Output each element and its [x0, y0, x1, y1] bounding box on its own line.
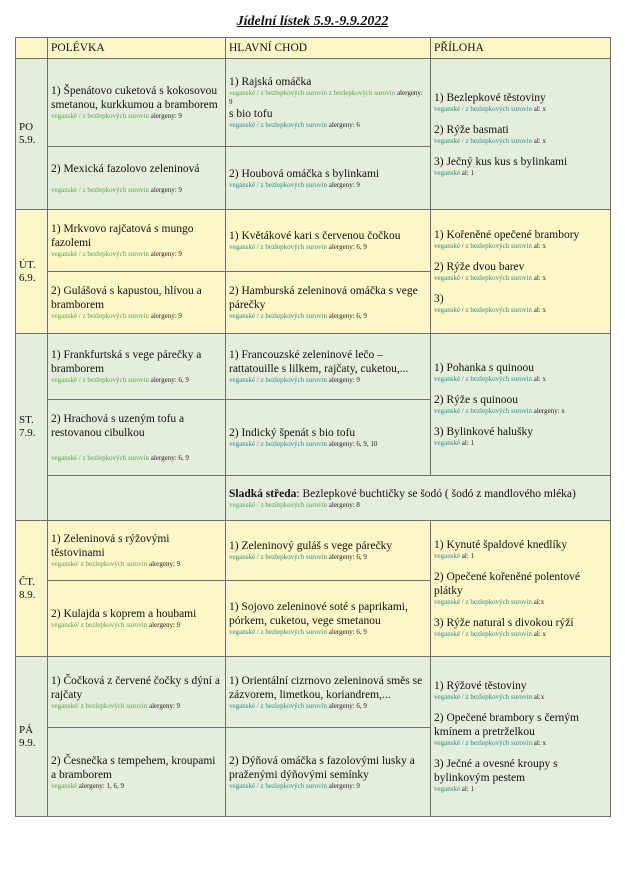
page-title: Jídelní lístek 5.9.-9.9.2022: [236, 14, 389, 29]
soup-cell: [48, 272, 226, 334]
allergens: al: x: [533, 630, 546, 638]
side-name: 1) Bezlepkové těstoviny: [434, 91, 546, 104]
soup-cell: [48, 521, 226, 581]
vegan-note: veganské / z bezlepkových surovin: [229, 376, 327, 384]
side-name: 2) Rýže dvou barev: [434, 261, 525, 273]
vegan-note: veganské / z bezlepkových surovin: [229, 121, 327, 129]
header-day: [16, 38, 48, 59]
side-name: 3) Ječné a ovesné kroupy s bylinkovým pestem: [434, 758, 558, 784]
allergens: alergeny: 9: [328, 376, 360, 384]
day-row: [16, 334, 611, 400]
soup-name: 2) Hrachová s uzeným tofu a restovanou cibulkou: [51, 413, 185, 439]
vegan-note: veganské / z bezlepkových surovin: [51, 112, 149, 120]
main-name: 1) Francouzské zeleninové lečo – rattatouille s lilkem, rajčaty, cuketou,...: [229, 349, 409, 375]
vegan-note: veganské / z bezlepkových surovin: [51, 312, 149, 320]
allergens: alergeny: 9: [150, 185, 182, 194]
vegan-note: veganské: [434, 439, 461, 447]
allergens: alergeny: 6, 9: [328, 628, 367, 636]
main-cell: [226, 334, 431, 400]
day-label: PÁ 9.9.: [16, 657, 48, 817]
header-row: [16, 38, 611, 59]
soup-cell: [48, 334, 226, 400]
soup-cell: [48, 728, 226, 817]
vegan-note: veganské / z bezlepkových surovin: [229, 553, 327, 561]
main-cell: [226, 210, 431, 272]
vegan-note: veganské / z bezlepkových surovin: [229, 781, 327, 790]
allergens: alergeny: 9: [148, 701, 181, 710]
side-name: 3): [434, 293, 444, 305]
side-name: 1) Pohanka s quinoou: [434, 362, 534, 374]
allergens: al: x: [533, 242, 546, 250]
day-row: [16, 59, 611, 147]
allergens: al: x: [533, 739, 546, 747]
day-label: ST. 7.9.: [16, 334, 48, 521]
side-name: 1) Kořeněné opečené brambory: [434, 229, 580, 241]
allergens: alergeny: 9: [150, 250, 182, 258]
vegan-note: veganské / z bezlepkových surovin: [51, 250, 149, 258]
vegan-note: veganské / z bezlepkových surovin: [434, 630, 532, 638]
main-name: 2) Dýňová omáčka s fazolovými lusky a praženými dýňovými semínky: [229, 754, 415, 781]
header-sides: PŘÍLOHA: [431, 38, 611, 59]
vegan-note: veganské / z bezlepkových surovin: [434, 306, 532, 314]
allergens: alergeny: 6, 9: [328, 312, 367, 320]
allergens: alergeny: 8: [328, 500, 360, 509]
side-name: 2) Rýže basmati: [434, 123, 509, 136]
vegan-note: veganské/ z bezlepkových surovin: [51, 560, 148, 568]
vegan-note: veganské / z bezlepkových surovin: [51, 454, 149, 462]
day-label: PO 5.9.: [16, 59, 48, 210]
allergens: al:x: [533, 693, 545, 701]
allergens: alergeny: 9: [148, 560, 181, 568]
allergens: alergeny: 6, 9: [328, 701, 367, 710]
main-name: 1) Zeleninový guláš s vege párečky: [229, 540, 393, 552]
side-name: 2) Opečené brambory s černým kmínem a pretrželkou: [434, 712, 579, 738]
vegan-note: veganské / z bezlepkových surovin: [434, 242, 532, 250]
allergens: al: x: [533, 274, 546, 282]
main-name-continued: s bio tofu: [229, 108, 273, 120]
soup-name: 2) Kulajda s koprem a houbami: [51, 608, 197, 620]
allergens: alergeny: 9: [150, 112, 182, 120]
sides-cell: [431, 657, 611, 817]
main-cell: [226, 657, 431, 728]
vegan-note: veganské / z bezlepkových surovin: [434, 739, 532, 747]
main-name: 1) Květákové kari s červenou čočkou: [229, 230, 401, 242]
soup-cell: [48, 581, 226, 657]
allergens: alergeny: 6, 9: [150, 376, 189, 384]
allergens: alergeny: 6, 9: [328, 243, 367, 251]
sides-cell: [431, 210, 611, 334]
sweet-cell: [226, 476, 611, 521]
side-name: 3) Bylinkové halušky: [434, 426, 534, 438]
allergens: al: 1: [461, 168, 475, 177]
vegan-note: veganské / z bezlepkových surovin: [229, 500, 327, 509]
allergens: alergeny: 9: [229, 89, 423, 106]
soup-name: 2) Česnečka s tempehem, kroupami a bramborem: [51, 754, 216, 781]
vegan-note: veganské: [434, 552, 461, 560]
soup-name: 2) Mexická fazolovo zeleninová: [51, 162, 200, 175]
main-cell: [226, 581, 431, 657]
vegan-note: veganské / z bezlepkových surovin: [434, 136, 532, 145]
side-name: 2) Rýže s quinoou: [434, 394, 519, 406]
soup-name: 2) Gulášová s kapustou, hlívou a bramborem: [51, 285, 202, 311]
vegan-note: veganské / z bezlepkových surovin: [434, 104, 532, 113]
allergens: alergeny: 1, 6, 9: [78, 781, 124, 790]
vegan-note: veganské / z bezlepkových surovin: [434, 274, 532, 282]
sweet-text: : Bezlepkové buchtičky se šodó ( šodó z mandlového mléka): [296, 487, 576, 500]
main-cell: [226, 272, 431, 334]
allergens: alergeny: 9: [150, 312, 182, 320]
allergens: alergeny: 9: [148, 621, 181, 629]
day-label: ÚT. 6.9.: [16, 210, 48, 334]
allergens: al: 1: [461, 552, 475, 560]
allergens: al: x: [533, 306, 546, 314]
allergens: al: x: [533, 104, 546, 113]
main-name: 2) Hamburská zeleninová omáčka s vege párečky: [229, 285, 418, 311]
vegan-note: veganské/ z bezlepkových surovin: [51, 621, 148, 629]
day-row: [16, 210, 611, 272]
allergens: alergeny: x: [533, 407, 565, 415]
sides-cell: [431, 334, 611, 476]
main-cell: [226, 59, 431, 147]
side-name: 1) Kynuté špaldové knedlíky: [434, 539, 568, 551]
menu-table: [15, 37, 611, 817]
sides-cell: [431, 521, 611, 657]
vegan-note: veganské / z bezlepkových surovin: [51, 376, 149, 384]
vegan-note: veganské / z bezlepkových surovin: [434, 375, 532, 383]
main-cell: [226, 400, 431, 476]
side-name: 1) Rýžové těstoviny: [434, 680, 527, 692]
soup-cell: [48, 59, 226, 147]
day-row: [16, 521, 611, 581]
vegan-note: veganské / z bezlepkových surovin: [51, 185, 149, 194]
allergens: alergeny: 6, 9: [150, 454, 189, 462]
vegan-note: veganské / z bezlepkových surovin z bezlepkových surovin: [229, 89, 396, 97]
main-name: 2) Indický špenát s bio tofu: [229, 427, 356, 439]
soup-cell: [48, 400, 226, 476]
main-name: 1) Orientální cizrnovo zeleninová směs se zázvorem, limetkou, koriandrem,...: [229, 674, 423, 701]
sweet-label: Sladká středa: [229, 487, 297, 500]
vegan-note: veganské / z bezlepkových surovin: [229, 180, 327, 189]
soup-name: 1) Čočková z červené čočky s dýní a rajčaty: [51, 674, 220, 701]
side-name: 3) Rýže natural s divokou rýží: [434, 617, 574, 629]
empty-cell: [48, 476, 226, 521]
vegan-note: veganské: [434, 168, 461, 177]
allergens: alergeny: 9: [328, 781, 360, 790]
soup-name: 1) Mrkvovo rajčatová s mungo fazolemi: [51, 223, 194, 249]
vegan-note: veganské / z bezlepkových surovin: [434, 407, 532, 415]
day-label: ČT. 8.9.: [16, 521, 48, 657]
soup-cell: [48, 147, 226, 210]
day-row: [16, 657, 611, 728]
side-name: 2) Opečené kořeněné polentové plátky: [434, 571, 580, 597]
allergens: al: 1: [461, 785, 475, 793]
allergens: al:x: [533, 598, 545, 606]
vegan-note: veganské / z bezlepkových surovin: [229, 701, 327, 710]
allergens: alergeny: 6, 9: [328, 553, 367, 561]
allergens: alergeny: 6: [328, 121, 360, 129]
vegan-note: veganské / z bezlepkových surovin: [229, 628, 327, 636]
soup-name: 1) Frankfurtská s vege párečky a bramborem: [51, 349, 202, 375]
main-cell: [226, 728, 431, 817]
allergens: alergeny: 6, 9, 10: [328, 440, 378, 448]
soup-name: 1) Špenátovo cuketová s kokosovou smetanou, kurkkumou a bramborem: [51, 85, 218, 111]
side-name: 3) Ječný kus kus s bylinkami: [434, 155, 568, 168]
main-name: 1) Rajská omáčka: [229, 76, 312, 88]
soup-cell: [48, 210, 226, 272]
header-soup: POLÉVKA: [48, 38, 226, 59]
main-cell: [226, 521, 431, 581]
main-name: 2) Houbová omáčka s bylinkami: [229, 167, 380, 180]
vegan-note: veganské / z bezlepkových surovin: [229, 440, 327, 448]
vegan-note: veganské / z bezlepkových surovin: [434, 598, 532, 606]
vegan-note: veganské/ z bezlepkových surovin: [51, 701, 148, 710]
sweet-row: [16, 476, 611, 521]
vegan-note: veganské: [434, 785, 461, 793]
allergens: al: x: [533, 136, 546, 145]
vegan-note: veganské: [51, 781, 78, 790]
soup-name: 1) Zeleninová s rýžovými těstovinami: [51, 533, 170, 559]
allergens: alergeny: 9: [328, 180, 360, 189]
main-name: 1) Sojovo zeleninové soté s paprikami, pórkem, cuketou, vege smetanou: [229, 601, 408, 627]
main-cell: [226, 147, 431, 210]
sides-cell: [431, 59, 611, 210]
soup-cell: [48, 657, 226, 728]
vegan-note: veganské / z bezlepkových surovin: [229, 312, 327, 320]
vegan-note: veganské / z bezlepkových surovin: [434, 693, 532, 701]
vegan-note: veganské / z bezlepkových surovin: [229, 243, 327, 251]
allergens: al: 1: [461, 439, 475, 447]
allergens: al: x: [533, 375, 546, 383]
header-main: HLAVNÍ CHOD: [226, 38, 431, 59]
